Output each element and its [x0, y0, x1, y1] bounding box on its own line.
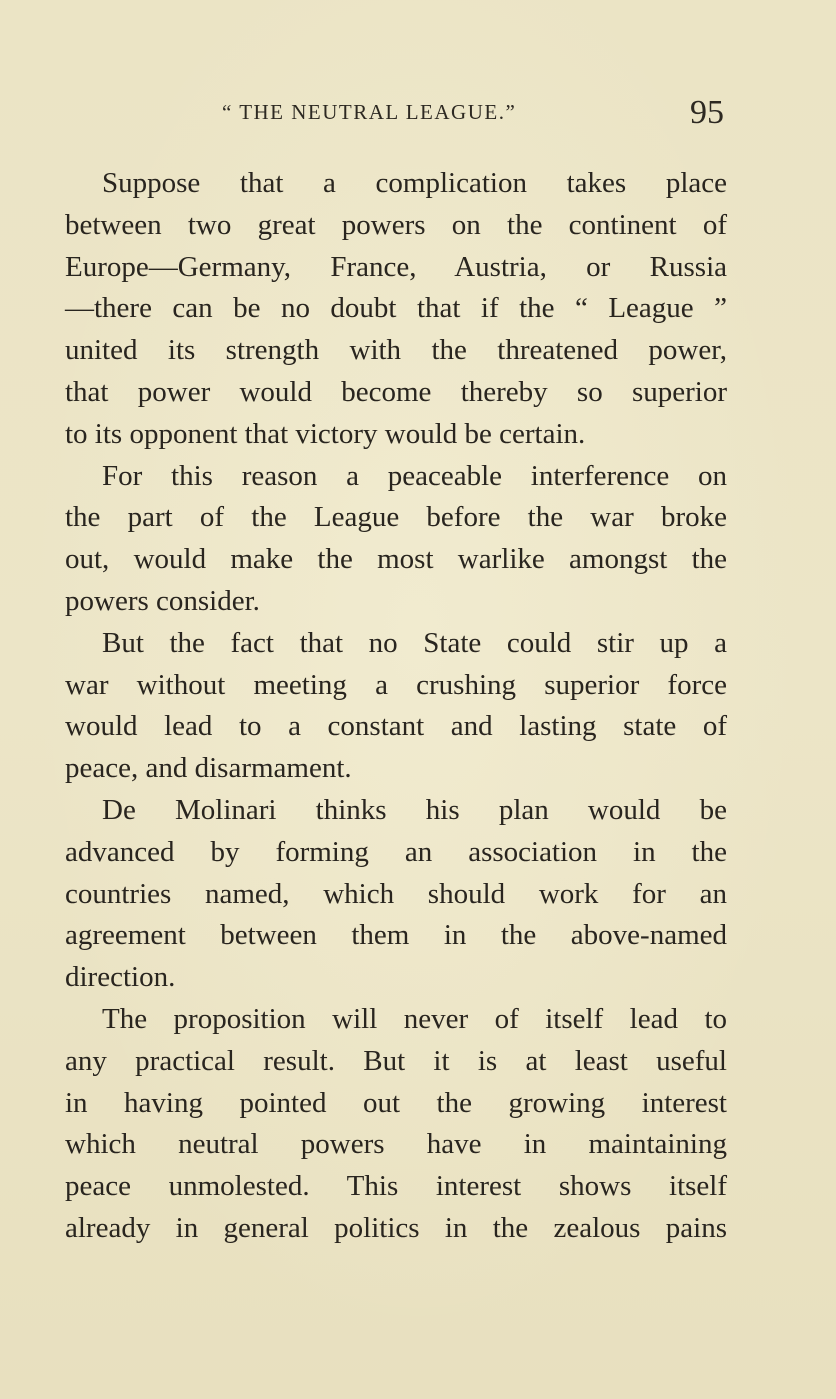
text-line: powers consider.: [65, 584, 260, 617]
text-line: —there can be no doubt that if the “ League ”: [65, 292, 727, 325]
body-text: [65, 163, 727, 1250]
text-line: advanced by forming an association in the: [65, 835, 727, 868]
text-line: united its strength with the threatened power,: [65, 334, 727, 367]
text-line: the part of the League before the war broke: [65, 501, 727, 534]
text-line: Suppose that a complication takes place: [102, 167, 727, 199]
text-line: agreement between them in the above-named: [65, 919, 727, 952]
page-number: 95: [690, 94, 724, 131]
text-line: direction.: [65, 961, 176, 994]
text-line: would lead to a constant and lasting state of: [65, 710, 727, 743]
text-line: that power would become thereby so superior: [65, 375, 727, 408]
text-line: peace, and disarmament.: [65, 752, 352, 785]
text-line: in having pointed out the growing interest: [65, 1086, 727, 1119]
text-line: But the fact that no State could stir up a: [102, 626, 727, 659]
text-line: between two great powers on the continent of: [65, 208, 727, 241]
text-line: out, would make the most warlike amongst the: [65, 543, 727, 576]
text-line: which neutral powers have in maintaining: [65, 1128, 727, 1161]
text-line: already in general politics in the zealous pains: [65, 1211, 727, 1244]
text-line: The proposition will never of itself lead to: [102, 1002, 727, 1035]
running-head: “ THE NEUTRAL LEAGUE.”: [222, 100, 517, 124]
text-line: war without meeting a crushing superior force: [65, 668, 727, 701]
text-line: countries named, which should work for an: [65, 877, 727, 910]
text-line: For this reason a peaceable interference on: [102, 459, 727, 492]
text-line: De Molinari thinks his plan would be: [102, 793, 727, 826]
text-line: Europe—Germany, France, Austria, or Russia: [65, 250, 727, 283]
text-line: peace unmolested. This interest shows itself: [65, 1170, 727, 1203]
text-line: to its opponent that victory would be certain.: [65, 417, 586, 450]
text-line: any practical result. But it is at least useful: [65, 1044, 727, 1077]
